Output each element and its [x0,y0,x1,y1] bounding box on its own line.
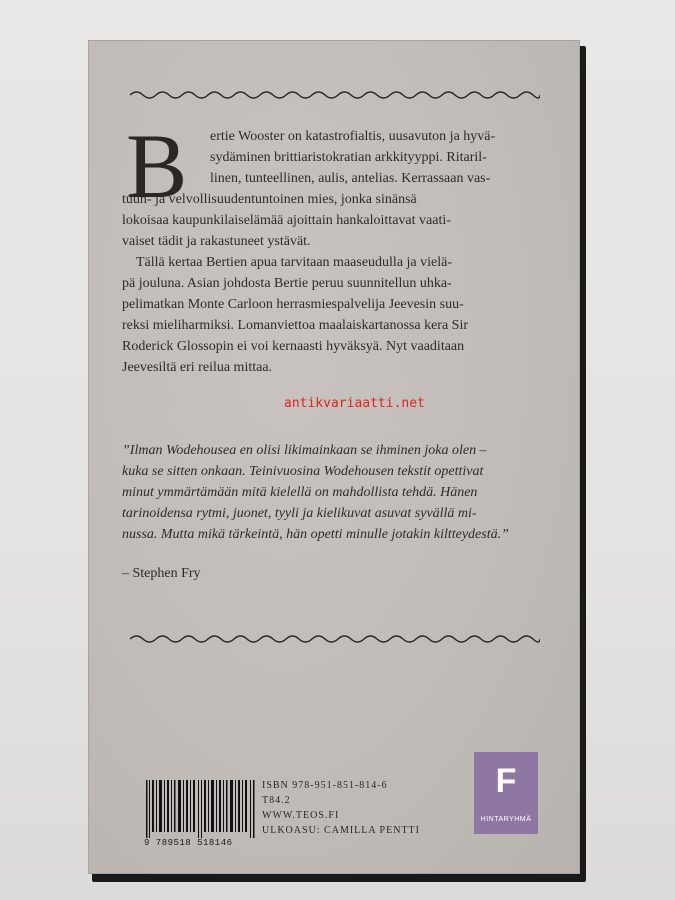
price-group-badge [474,752,538,834]
quote-line: nussa. Mutta mikä tärkeintä, hän opetti minulle jotakin kiltteydestä.” [122,527,509,542]
bottom-squiggle-divider [130,632,540,646]
top-squiggle-divider [130,88,540,102]
intro-line: vaiset tädit ja rakastuneet ystävät. [122,234,311,249]
watermark-text: antikvariaatti.net [284,396,425,411]
price-group-letter: F [495,762,517,800]
second-line: pelimatkan Monte Carloon herrasmiespalvelija Jeevesin suu- [122,297,464,312]
second-paragraph [122,252,556,378]
classification-text: T84.2 [262,795,291,806]
second-line: pä jouluna. Asian johdosta Bertie peruu suunnitellun uhka- [122,276,452,291]
second-line: Roderick Glossopin ei voi kernaasti hyväksyä. Nyt vaaditaan [122,339,465,354]
publisher-info [262,778,420,838]
intro-line: tuun- ja velvollisuudentuntoinen mies, jonka sinänsä [122,192,417,207]
barcode-icon [146,780,256,838]
quote-line: kuka se sitten onkaan. Teinivuosina Wodehousen tekstit opettivat [122,464,484,479]
quote-attribution: – Stephen Fry [122,566,201,581]
quote-line: tarinoidensa rytmi, juonet, tyyli ja kielikuvat asuvat syvällä mi- [122,506,477,521]
intro-paragraph [122,126,556,252]
book-back-cover [88,40,580,874]
price-group-label: HINTARYHMÄ [480,816,532,823]
quote-block [122,440,556,545]
barcode-number: 9 789518 518146 [144,838,233,848]
isbn-text: ISBN 978-951-851-814-6 [262,780,388,791]
intro-line: sydäminen brittiaristokratian arkkityyppi. Ritaril- [210,150,487,165]
quote-line: minut ymmärtämään mitä kielellä on mahdollista tehdä. Hänen [122,485,478,500]
second-line: Jeevesiltä eri reilua mittaa. [122,360,273,375]
intro-line: ertie Wooster on katastrofialtis, uusavuton ja hyvä- [210,129,496,144]
website-text: WWW.TEOS.FI [262,810,340,821]
quote-line: ”Ilman Wodehousea en olisi likimainkaan se ihminen joka olen – [122,443,487,458]
intro-line: linen, tunteellinen, aulis, antelias. Kerrassaan vas- [210,171,491,186]
intro-line: lokoisaa kaupunkilaiselämää ajoittain hankaloittavat vaati- [122,213,451,228]
drop-cap-letter: B [126,115,188,217]
second-line: reksi mieliharmiksi. Lomanviettoa maalaiskartanossa kera Sir [122,318,469,333]
second-line: Tällä kertaa Bertien apua tarvitaan maaseudulla ja vielä- [136,255,453,270]
cover-design-credit: ULKOASU: CAMILLA PENTTI [262,825,420,836]
